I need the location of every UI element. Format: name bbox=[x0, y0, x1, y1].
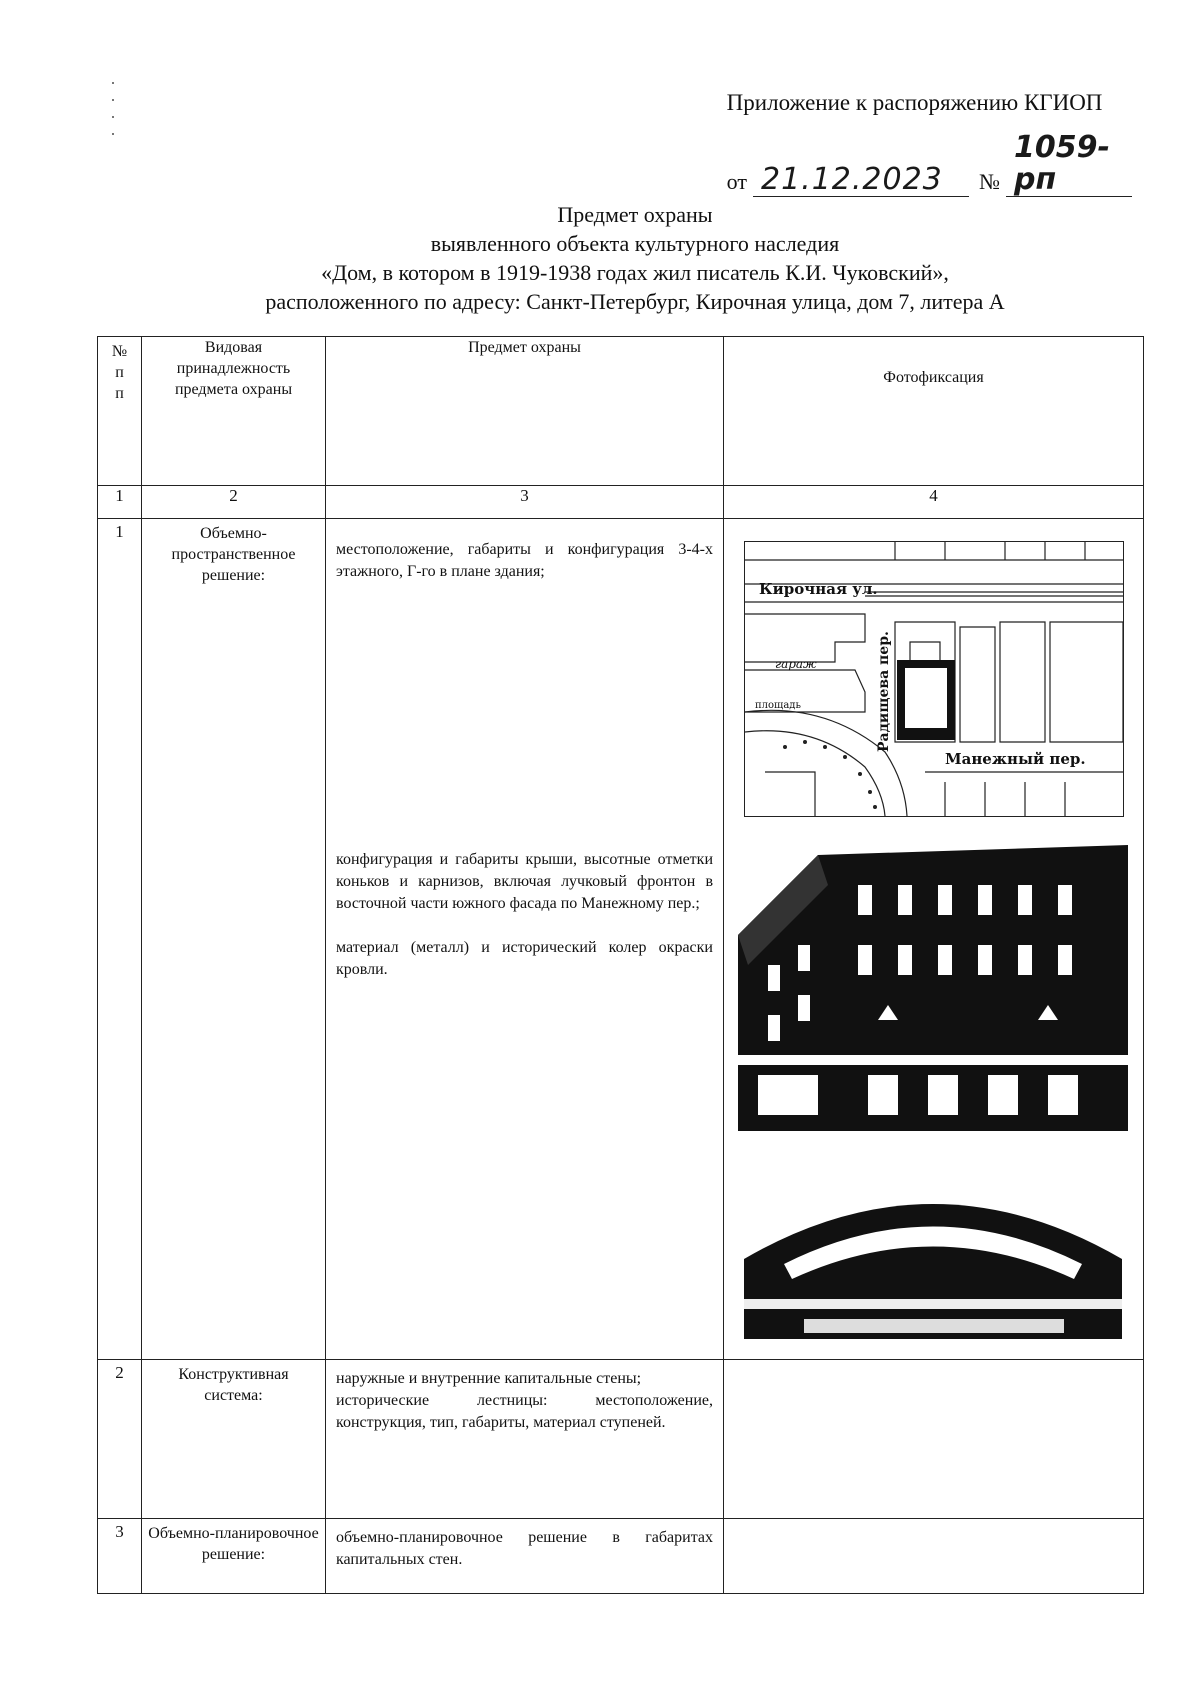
header-photo: Фотофиксация bbox=[724, 337, 1144, 486]
table-row: 3 Объемно-планировочное решение: объемно-планировочное решение в габаритах капитальных стен. bbox=[98, 1519, 1144, 1594]
handwritten-number: 1059-рп bbox=[1006, 132, 1132, 197]
building-photo bbox=[738, 845, 1128, 1131]
table-row: 1 Объемно-пространственное решение: местоположение, габариты и конфигурация 3-4-х этажного, Г-го в плане здания; конфигурация и габариты крыши, высотные отметки коньков и карнизов, включая лучковый фронтон в восточной части южного фасада по Манежному пер.; материал (металл) и исторический колер окраски кровли. Кирочная ул. Манежный пер. Радищева пер. гараж площадь bbox=[98, 519, 1144, 1360]
map-label-garage: гараж bbox=[775, 657, 817, 671]
map-label-radishcheva: Радищева пер. bbox=[876, 631, 892, 752]
handwritten-date: 21.12.2023 bbox=[753, 164, 969, 197]
margin-dots bbox=[112, 82, 116, 150]
header-number: № п п bbox=[98, 337, 142, 486]
photo-cell bbox=[724, 1360, 1144, 1519]
site-map-image bbox=[744, 541, 1124, 817]
protection-table bbox=[97, 336, 1144, 1594]
appendix-date-line bbox=[727, 132, 1132, 197]
map-label-manezhny: Манежный пер. bbox=[945, 750, 1086, 768]
map-label-square: площадь bbox=[755, 700, 801, 711]
heading-line-4: расположенного по адресу: Санкт-Петербург, Кирочная улица, дом 7, литера А bbox=[265, 289, 1005, 314]
heading-line-3: «Дом, в котором в 1919-1938 годах жил писатель К.И. Чуковский», bbox=[321, 260, 949, 285]
subject-cell: местоположение, габариты и конфигурация 3-4-х этажного, Г-го в плане здания; конфигурация и габариты крыши, высотные отметки коньков и карнизов, включая лучковый фронтон в восточной части южного фасада по Манежному пер.; материал (металл) и исторический колер окраски кровли. bbox=[326, 519, 724, 1360]
heading-line-1: Предмет охраны bbox=[557, 202, 713, 227]
pediment-photo bbox=[744, 1169, 1122, 1339]
photo-cell bbox=[724, 1519, 1144, 1594]
appendix-stamp bbox=[727, 88, 1132, 197]
document-heading bbox=[90, 200, 1180, 316]
appendix-title: Приложение к распоряжению КГИОП bbox=[726, 90, 1103, 115]
table-index-row: 1 2 3 4 bbox=[98, 486, 1144, 519]
table-header-row bbox=[98, 337, 1144, 486]
subject-cell: наружные и внутренние капитальные стены; исторические лестницы: местоположение, конструкция, тип, габариты, материал ступеней. bbox=[326, 1360, 724, 1519]
header-subject: Предмет охраны bbox=[326, 337, 724, 486]
date-prefix: от bbox=[726, 169, 747, 194]
photo-cell bbox=[724, 519, 1144, 1360]
subject-cell: объемно-планировочное решение в габаритах капитальных стен. bbox=[326, 1519, 724, 1594]
header-kind: Видовая принадлежность предмета охраны bbox=[142, 337, 326, 486]
map-label-kirochnaya: Кирочная ул. bbox=[759, 580, 878, 598]
heading-line-2: выявленного объекта культурного наследия bbox=[430, 231, 840, 256]
number-prefix: № bbox=[979, 169, 1000, 194]
table-row: 2 Конструктивная система: наружные и внутренние капитальные стены; исторические лестницы: местоположение, конструкция, тип, габариты, материал ступеней. bbox=[98, 1360, 1144, 1519]
